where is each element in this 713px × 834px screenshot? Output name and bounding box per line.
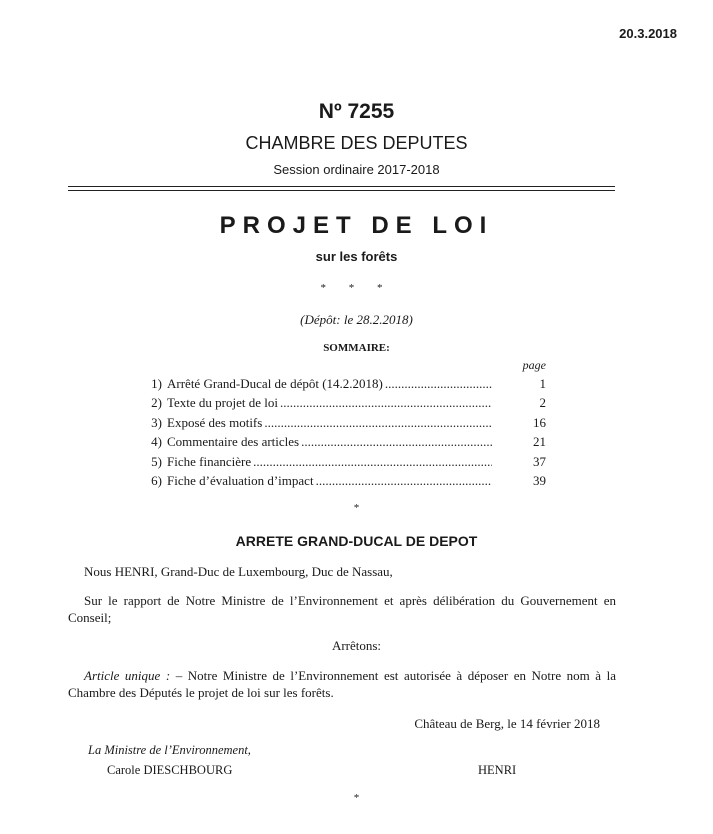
end-star: * <box>353 792 360 804</box>
preamble-paragraph <box>68 564 616 581</box>
toc-leader-dots <box>264 415 492 431</box>
preamble-text: Nous HENRI, Grand-Duc de Luxembourg, Duc de Nassau, <box>84 564 393 579</box>
session-label: Session ordinaire 2017-2018 <box>273 162 440 177</box>
toc-item-title: Arrêté Grand-Ducal de dépôt (14.2.2018) <box>167 376 383 391</box>
toc-item <box>140 376 546 395</box>
toc-leader-dots <box>253 454 492 470</box>
article-paragraph <box>68 668 616 701</box>
document-number: Nº 7255 <box>318 100 395 123</box>
toc-item-page: 21 <box>533 434 546 450</box>
chamber-name: CHAMBRE DES DEPUTES <box>245 133 468 153</box>
toc-item-number: 6) <box>151 472 162 488</box>
toc-item-page: 1 <box>539 376 546 391</box>
toc-item-title: Commentaire des articles <box>167 434 300 450</box>
toc-item-page: 2 <box>539 395 546 411</box>
toc-item-title: Exposé des motifs <box>167 414 263 430</box>
summary-heading: SOMMAIRE: <box>323 342 390 354</box>
document-subject: sur les forêts <box>315 249 398 264</box>
deposit-date: (Dépôt: le 28.2.2018) <box>300 312 413 327</box>
toc-item-title: Fiche financière <box>167 453 252 469</box>
report-text: Sur le rapport de Notre Ministre de l’Environnement et après délibération du Gouvernement en Conseil; <box>68 593 616 625</box>
minister-name: Carole DIESCHBOURG <box>107 763 233 777</box>
toc-item-number: 3) <box>151 414 162 430</box>
header-divider-thick <box>68 186 615 187</box>
header-divider-thin <box>68 190 615 191</box>
report-paragraph <box>68 593 616 626</box>
document-type-title: PROJET DE LOI <box>219 212 494 239</box>
summary-page-label: page <box>522 358 546 372</box>
place-and-date: Château de Berg, le 14 février 2018 <box>414 716 600 731</box>
publication-date: 20.3.2018 <box>619 26 677 41</box>
toc-leader-dots <box>280 395 492 411</box>
toc-item <box>140 395 546 414</box>
toc-leader-dots <box>301 434 492 450</box>
toc-item-page: 39 <box>533 472 546 488</box>
toc-item-page: 37 <box>533 453 546 469</box>
toc-item-title: Fiche d’évaluation d’impact <box>167 472 314 488</box>
article-label: Article unique : <box>84 668 171 683</box>
arrete-heading: ARRETE GRAND-DUCAL DE DEPOT <box>235 533 478 549</box>
article-text: – Notre Ministre de l’Environnement est autorisée à déposer en Notre nom à la Chambre des Députés le projet de loi sur les forêts. <box>68 668 617 700</box>
toc-item <box>140 415 546 434</box>
sovereign-signature: HENRI <box>478 763 517 777</box>
toc-leader-dots <box>385 376 492 392</box>
toc-leader-dots <box>316 473 492 489</box>
toc-item <box>140 473 546 492</box>
toc-item-page: 16 <box>533 414 546 430</box>
table-of-contents <box>140 376 546 492</box>
section-separator: * * * <box>320 282 393 294</box>
section-star: * <box>353 502 360 514</box>
toc-item <box>140 454 546 473</box>
arretons-label: Arrêtons: <box>331 638 382 653</box>
toc-item-title: Texte du projet de loi <box>167 395 279 411</box>
toc-item-number: 1) <box>151 376 162 391</box>
toc-item-number: 4) <box>151 434 162 450</box>
toc-item-number: 5) <box>151 453 162 469</box>
minister-title: La Ministre de l’Environnement, <box>88 743 251 757</box>
toc-item-number: 2) <box>151 395 162 411</box>
toc-item <box>140 434 546 453</box>
